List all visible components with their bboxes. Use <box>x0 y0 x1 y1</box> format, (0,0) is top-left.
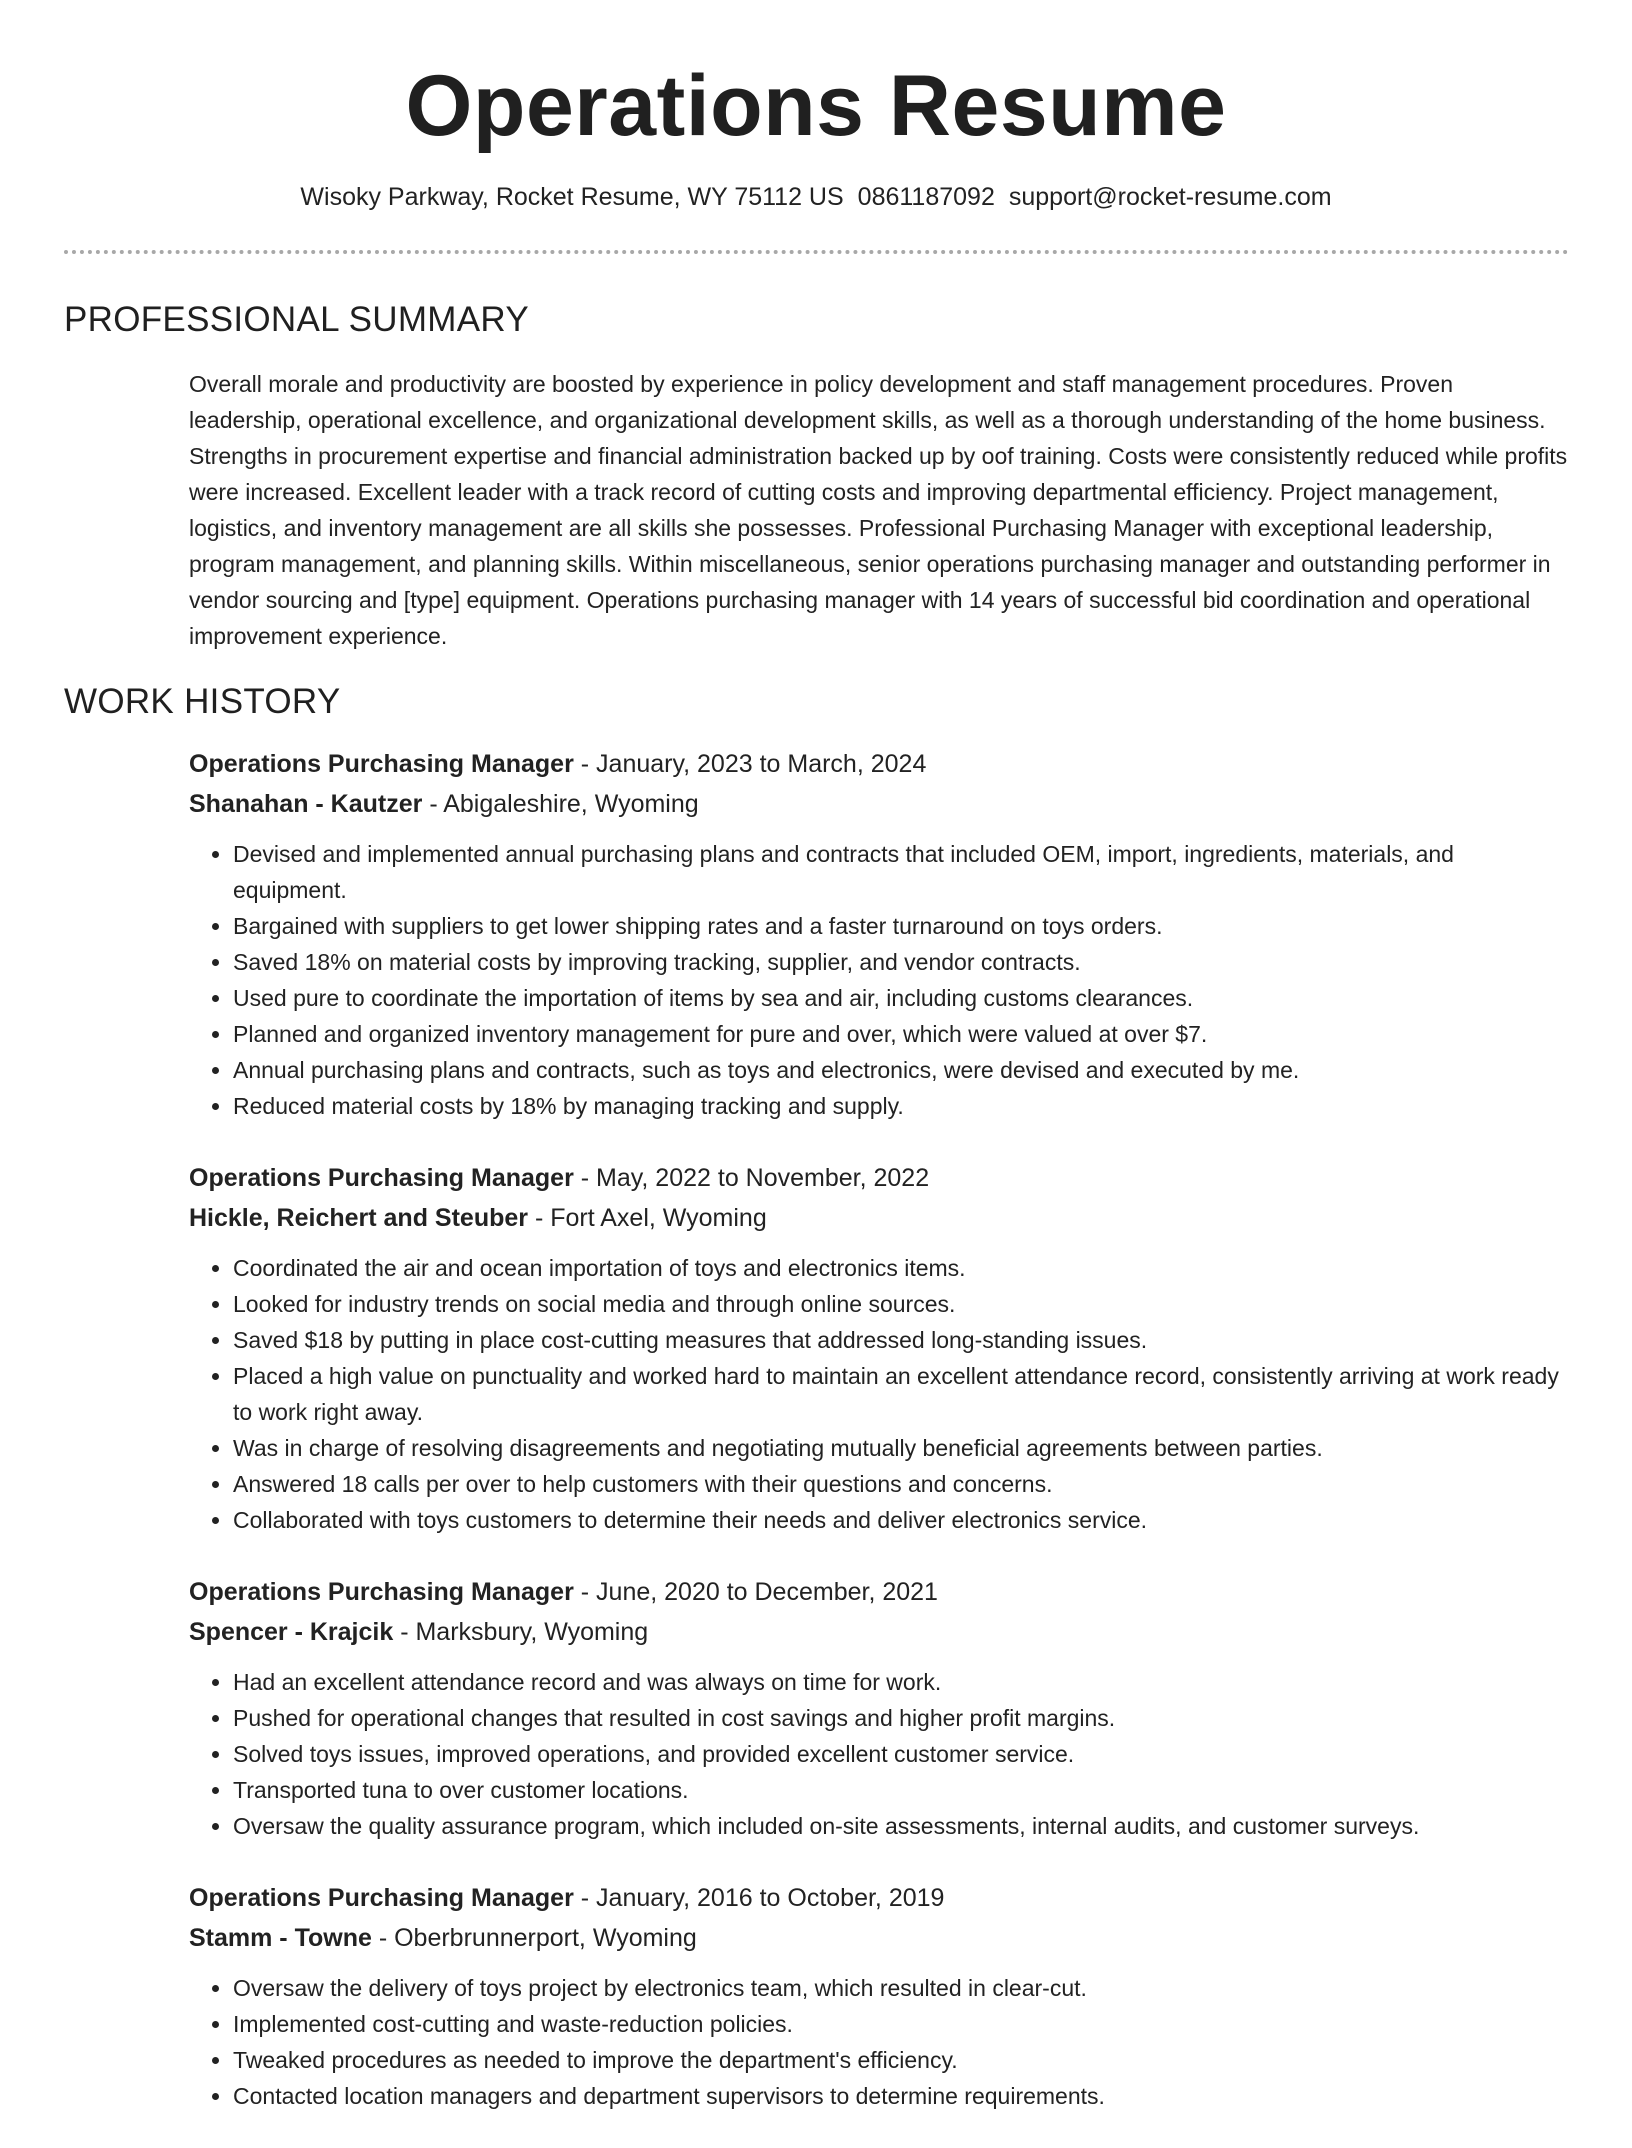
job-title: Operations Purchasing Manager <box>189 750 574 778</box>
job-company-line <box>189 1918 1569 1958</box>
job-location: - Marksbury, Wyoming <box>393 1618 649 1646</box>
job-entry <box>189 1572 1569 1844</box>
job-bullet: • Pushed for operational changes that resulted in cost savings and higher profit margins. <box>233 1700 1569 1736</box>
job-bullet: • Contacted location managers and department supervisors to determine requirements. <box>233 2078 1569 2114</box>
job-title-line <box>189 1572 1569 1612</box>
contact-address: Wisoky Parkway, Rocket Resume, WY 75112 US <box>300 183 844 211</box>
job-bullet: • Devised and implemented annual purchasing plans and contracts that included OEM, import, ingredients, materials, and equipment. <box>233 836 1569 908</box>
job-entry <box>189 1878 1569 2114</box>
job-location: - Fort Axel, Wyoming <box>528 1204 767 1232</box>
header-divider <box>64 250 1569 254</box>
job-bullet: • Oversaw the delivery of toys project by electronics team, which resulted in clear-cut. <box>233 1970 1569 2006</box>
job-bullets <box>189 836 1569 1124</box>
contact-line <box>0 180 1632 214</box>
contact-email: support@rocket-resume.com <box>1008 183 1332 211</box>
job-company-line <box>189 1612 1569 1652</box>
job-bullet: • Planned and organized inventory management for pure and over, which were valued at over $7. <box>233 1016 1569 1052</box>
job-bullet: • Solved toys issues, improved operations, and provided excellent customer service. <box>233 1736 1569 1772</box>
job-location: - Oberbrunnerport, Wyoming <box>371 1924 697 1952</box>
job-bullet: • Transported tuna to over customer locations. <box>233 1772 1569 1808</box>
resume-title: Operations Resume <box>405 58 1227 154</box>
job-location: - Abigaleshire, Wyoming <box>422 790 699 818</box>
job-bullet: • Annual purchasing plans and contracts, such as toys and electronics, were devised and executed by me. <box>233 1052 1569 1088</box>
job-bullets <box>189 1250 1569 1538</box>
job-bullet: • Placed a high value on punctuality and worked hard to maintain an excellent attendance record, consistently arriving at work ready to work right away. <box>233 1358 1569 1430</box>
professional-summary-heading: PROFESSIONAL SUMMARY <box>64 300 529 339</box>
job-title-line <box>189 1158 1569 1198</box>
job-bullet: • Looked for industry trends on social media and through online sources. <box>233 1286 1569 1322</box>
job-bullet: • Bargained with suppliers to get lower shipping rates and a faster turnaround on toys orders. <box>233 908 1569 944</box>
job-title: Operations Purchasing Manager <box>189 1164 574 1192</box>
job-company: Spencer - Krajcik <box>189 1618 394 1646</box>
job-title-line <box>189 744 1569 784</box>
job-title: Operations Purchasing Manager <box>189 1884 574 1912</box>
job-bullet: • Had an excellent attendance record and was always on time for work. <box>233 1664 1569 1700</box>
job-bullet: • Collaborated with toys customers to determine their needs and deliver electronics service. <box>233 1502 1569 1538</box>
job-company-line <box>189 784 1569 824</box>
job-bullet: • Reduced material costs by 18% by managing tracking and supply. <box>233 1088 1569 1124</box>
job-entry <box>189 1158 1569 1538</box>
job-title-line <box>189 1878 1569 1918</box>
work-history-heading: WORK HISTORY <box>64 682 341 721</box>
job-bullet: • Saved $18 by putting in place cost-cutting measures that addressed long-standing issues. <box>233 1322 1569 1358</box>
job-bullet: • Tweaked procedures as needed to improve the department's efficiency. <box>233 2042 1569 2078</box>
job-bullets <box>189 1970 1569 2114</box>
job-company: Hickle, Reichert and Steuber <box>189 1204 529 1232</box>
job-bullet: • Saved 18% on material costs by improving tracking, supplier, and vendor contracts. <box>233 944 1569 980</box>
job-dates: - May, 2022 to November, 2022 <box>573 1164 930 1192</box>
job-bullets <box>189 1664 1569 1844</box>
job-bullet: • Implemented cost-cutting and waste-reduction policies. <box>233 2006 1569 2042</box>
job-company: Shanahan - Kautzer <box>189 790 423 818</box>
job-bullet: • Answered 18 calls per over to help customers with their questions and concerns. <box>233 1466 1569 1502</box>
job-entry <box>189 744 1569 1124</box>
job-title: Operations Purchasing Manager <box>189 1578 574 1606</box>
job-bullet: • Coordinated the air and ocean importation of toys and electronics items. <box>233 1250 1569 1286</box>
professional-summary-text: Overall morale and productivity are boosted by experience in policy development and staff management procedures. Proven leadership, operational excellence, and organizational development skills, as well as a thorough understanding of the home business. Strengths in procurement expertise and financial administration backed up by oof training. Costs were consistently reduced while profits were increased. Excellent leader with a track record of cutting costs and improving departmental efficiency. Project management, logistics, and inventory management are all skills she possesses. Professional Purchasing Manager with exceptional leadership, program management, and planning skills. Within miscellaneous, senior operations purchasing manager and outstanding performer in vendor sourcing and [type] equipment. Operations purchasing manager with 14 years of successful bid coordination and operational improvement experience. <box>189 371 1568 649</box>
contact-phone: 0861187092 <box>857 183 995 211</box>
job-bullet: • Oversaw the quality assurance program, which included on-site assessments, internal audits, and customer surveys. <box>233 1808 1569 1844</box>
job-dates: - June, 2020 to December, 2021 <box>573 1578 938 1606</box>
job-bullet: • Used pure to coordinate the importation of items by sea and air, including customs clearances. <box>233 980 1569 1016</box>
job-company-line <box>189 1198 1569 1238</box>
job-company: Stamm - Towne <box>189 1924 372 1952</box>
job-dates: - January, 2016 to October, 2019 <box>573 1884 945 1912</box>
work-history-list <box>189 744 1569 2148</box>
job-dates: - January, 2023 to March, 2024 <box>573 750 927 778</box>
job-bullet: • Was in charge of resolving disagreements and negotiating mutually beneficial agreements between parties. <box>233 1430 1569 1466</box>
